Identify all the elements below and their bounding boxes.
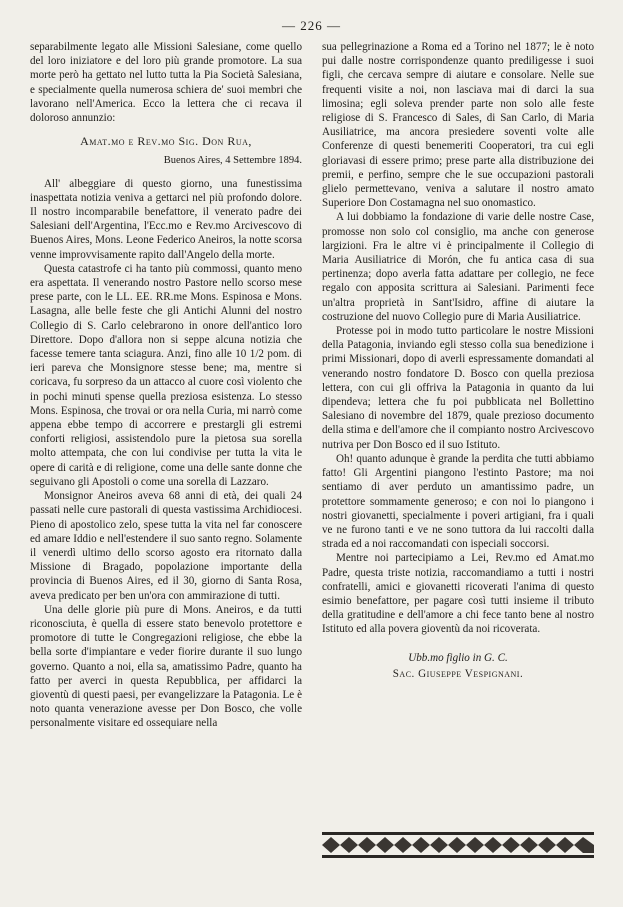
paragraph: Questa catastrofe ci ha tanto più commossi, quanto meno era aspettata. Il venerando nostro Pastore nello scorso mese prese parte, con le LL. EE. RR.me Mons. Espinosa e Mons. Lasagna, alle belle feste che gli Antichi Alunni del nostro Collegio di S. Carlo celebrarono in onore dell'antico loro Direttore. Dopo d'allora non si seppe alcuna notizia che facesse temere tanta sciagura. Anzi, fino alle 10 1/2 pom. di ieri pareva che Monsignore stesse bene; ma, mentre si coricava, fu sorpreso da un attacco al cuore così violento che in pochi minuti spense quella preziosa esistenza. Lo stesso Mons. Espinosa, che trovai or ora nella Curia, mi narrò come appena ebbe tempo di accorrere e prestargli gli estremi conforti religiosi, assistendolo pure la pietosa sua sorella molto attempata, che con lui condivise per tutta la vita le opere di carità e di religione, come una delle sante donne che seguivano gli Apostoli o come una sorella di Lazzaro. (30, 262, 302, 488)
letter-salutation: Amat.mo e Rev.mo Sig. Don Rua, (80, 134, 252, 149)
paragraph: A lui dobbiamo la fondazione di varie delle nostre Case, promosse non solo col consiglio, ma anche con generose largizioni. Fra le altre vi è principalmente il Collegio di Maria Ausiliatrice di Morón, che fu antica casa di sua pertinenza; dopo averla fatta adattare per collegio, ne fece regalo con apposita scrittura ai Salesiani. Parimenti fece un'altra proprietà in Sant'Isidro, affine di aiutare la costruzione del nuovo Collegio pure di Maria Ausiliatrice. (322, 211, 594, 323)
signature-name: Sac. Giuseppe Vespignani. (392, 667, 524, 680)
paragraph: Oh! quanto adunque è grande la perdita che tutti abbiamo fatto! Gli Argentini piangono l'estinto Pastore; ma noi sentiamo di aver perduto un amantissimo padre, un protettore sommamente generoso; e con noi lo piangono i nostri giovanetti, specialmente i poveri artigiani, fra i quali ve ne furono tanti e ve ne sono tuttora da lui raccolti dalla strada ed a noi raccomandati con ispeciali soccorsi. (322, 452, 594, 551)
signature-closing: Ubb.mo figlio in G. C. (408, 651, 508, 664)
paragraph: sua pellegrinazione a Roma ed a Torino nel 1877; le è noto pui dalle nostre corrispondenze quanto prediligesse i suoi figli, che cercava sempre di aiutare e consolare. Nelle sue frequenti visite a noi, non lasciava mai di darci la sua limosina; egli soleva prender parte non solo alle feste religiose di S. Francesco di Sales, di San Carlo, di Maria Ausiliatrice, ma ancora presiedere soventi volte alle Conferenze di questi benemeriti Cooperatori, tra cui egli gloriavasi di essere primo; prese parte alla distribuzione dei premii, e perfino, sempre che le sue occupazioni pastorali glielo permettevano, veniva a salutare il nostro amato Superiore Don Costamagna nel suo onomastico. (322, 41, 594, 210)
left-column (30, 40, 302, 731)
paragraph: Protesse poi in modo tutto particolare le nostre Missioni della Patagonia, inviando egli stesso colla sua benedizione i primi Missionari, dopo di averli espressamente domandati al venerando nostro fondatore D. Bosco con quella preziosa lettera, con cui gli offriva la Patagonia in quanto da lui dipendeva; lettera che fu poi pubblicata nel Bollettino Salesiano di novembre del 1879, quale prezioso documento della stima e dell'amore che il compianto nostro Arcivescovo nutriva per Don Bosco ed il suo Istituto. (322, 325, 594, 451)
page-number: — 226 — (282, 18, 341, 33)
decorative-border-ornament (322, 832, 594, 858)
paragraph: All' albeggiare di questo giorno, una funestissima inaspettata notizia veniva a gettarci nel più profondo dolore. Il nostro incomparabile benefattore, il venerato padre dei Salesiani dell'Argentina, l'Ecc.mo e Rev.mo Arcivescovo di Buenos Aires, Mons. Leone Federico Aneiros, la notte scorsa venne improvvisamente rapito dall'Angelo della morte. (30, 177, 302, 261)
paragraph: Monsignor Aneiros aveva 68 anni di età, dei quali 24 passati nelle cure pastorali di questa vastissima Archidiocesi. Pieno di apostolico zelo, spese tutta la vita nel far conoscere ed amare Iddio e nell'estendere il suo santo regno. Solamente il venerdì ultimo dello scorso agosto era ritornato dalla Missione di Bragado, popolazione importante della provincia di Buenos Aires, ed il 30, giorno di Santa Rosa, aveva predicato per ben un'ora con ammirazione di tutti. (30, 490, 302, 602)
paragraph: Mentre noi partecipiamo a Lei, Rev.mo ed Amat.mo Padre, questa triste notizia, raccomandiamo a tutti i nostri confratelli, amici e giovanetti ricoverati l'anima di questo esimio benefattore, per pagare così tutti insieme il tributo della gratitudine e dell'amore a chi fece tanto bene al nostro Istituto ed alla povera gioventù da noi ricoverata. (322, 552, 594, 636)
letter-dateline: Buenos Aires, 4 Settembre 1894. (163, 155, 302, 167)
paragraph: Una delle glorie più pure di Mons. Aneiros, e da tutti riconosciuta, è quella di essere stato benevolo protettore e promotore di tutte le Congregazioni religiose, che ebbe la bella sorte d'impiantare e veder fiorire durante il suo lungo governo. Quanto a noi, ella sa, amatissimo Padre, quanto ha fatto per averci in questa Repubblica, per affidarci la gioventù di questi paesi, per evangelizzare la Patagonia. Le è noto quanta venerazione avesse per Don Bosco, che volle personalmente visitare ed ossequiare nella (30, 603, 302, 730)
paragraph: separabilmente legato alle Missioni Salesiane, come quello del loro iniziatore e del loro più grande promotore. La sua morte però ha gettato nel lutto tutta la Pia Società Salesiana, e specialmente quella numerosa schiera de' suoi membri che lavorano nell'America. Ecco la lettera che ci recava il doloroso annunzio: (30, 41, 302, 125)
right-column (322, 40, 594, 681)
